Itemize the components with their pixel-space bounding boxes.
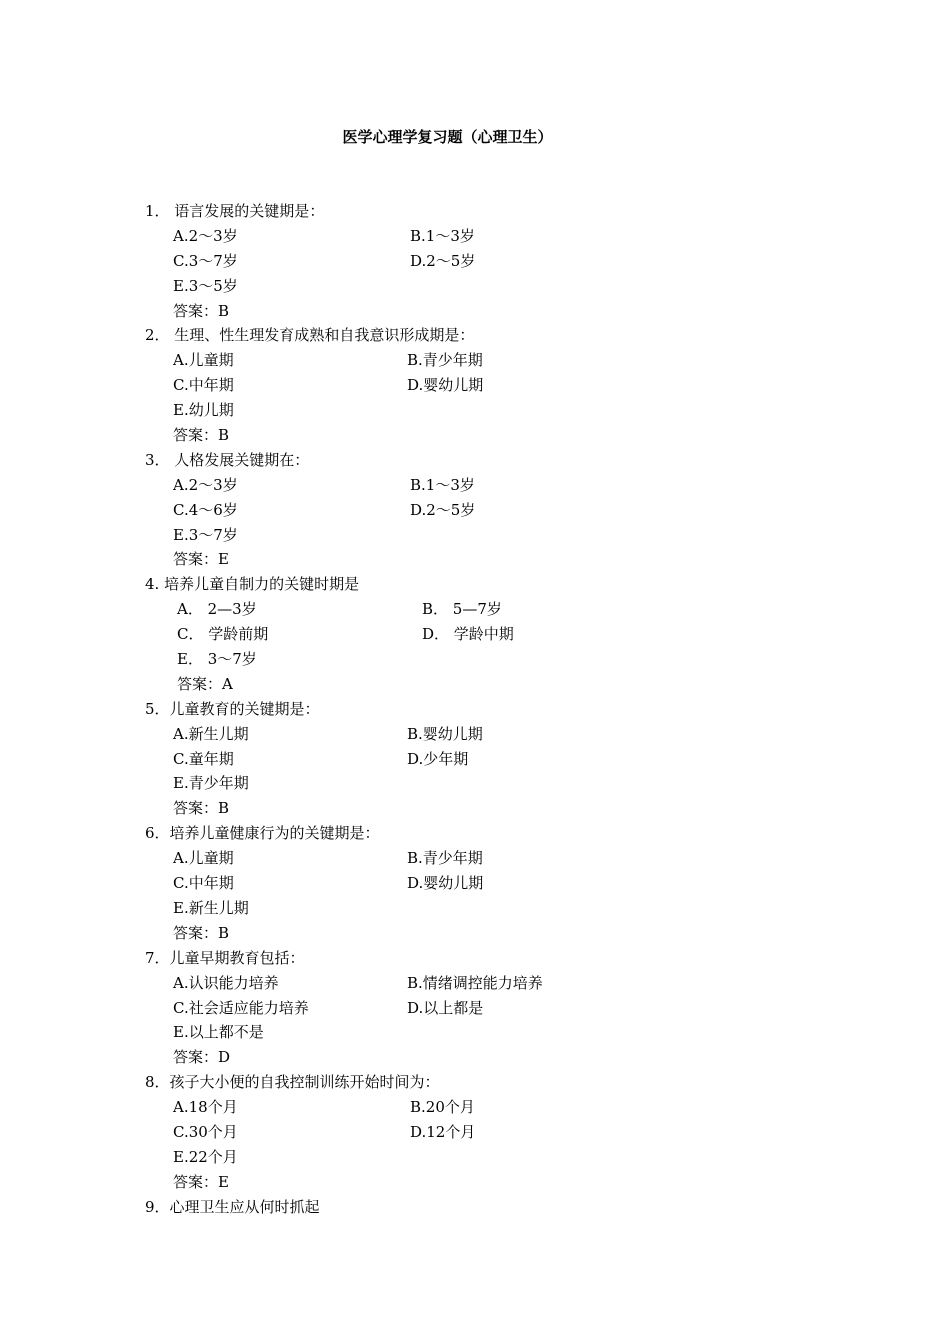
option-a: A.儿童期 <box>173 849 234 868</box>
option-c: C.中年期 <box>173 874 234 893</box>
question-6 <box>145 821 805 945</box>
option-b: B． 5—7岁 <box>422 600 502 619</box>
option-a: A.认识能力培养 <box>173 973 279 992</box>
answer-line: 答案：A <box>177 674 233 693</box>
option-e: E． 3～7岁 <box>177 650 257 669</box>
option-c: C.30个月 <box>173 1122 238 1141</box>
option-row <box>145 971 805 996</box>
option-row <box>145 871 805 896</box>
answer-line: 答案：D <box>173 1048 231 1067</box>
option-row <box>145 846 805 871</box>
option-row <box>145 398 805 423</box>
question-5 <box>145 697 805 821</box>
question-stem: 7．儿童早期教育包括： <box>145 948 305 967</box>
question-4 <box>145 572 805 696</box>
option-b: B.20个月 <box>410 1098 475 1117</box>
option-row <box>145 224 805 249</box>
option-row <box>145 1020 805 1045</box>
option-c: C.童年期 <box>173 749 234 768</box>
option-a: A.儿童期 <box>173 351 234 370</box>
option-row <box>145 597 805 622</box>
option-row <box>145 348 805 373</box>
option-a: A.2～3岁 <box>173 226 238 245</box>
option-b: B.婴幼儿期 <box>407 724 483 743</box>
option-a: A.2～3岁 <box>173 475 238 494</box>
option-c: C.社会适应能力培养 <box>173 998 309 1017</box>
option-row <box>145 373 805 398</box>
option-d: D.12个月 <box>410 1122 476 1141</box>
option-e: E.以上都不是 <box>173 1023 264 1042</box>
option-b: B.1～3岁 <box>410 475 475 494</box>
question-stem: 6．培养儿童健康行为的关键期是： <box>145 824 380 843</box>
option-c: C.3～7岁 <box>173 251 238 270</box>
option-row <box>145 498 805 523</box>
option-e: E.幼儿期 <box>173 401 234 420</box>
option-b: B.1～3岁 <box>410 226 475 245</box>
answer-line: 答案：E <box>173 550 229 569</box>
option-a: A.新生儿期 <box>173 724 249 743</box>
question-stem: 4. 培养儿童自制力的关键时期是 <box>145 575 360 594</box>
answer-line: 答案：B <box>173 799 230 818</box>
question-stem: 5．儿童教育的关键期是： <box>145 699 320 718</box>
option-row <box>145 747 805 772</box>
question-list <box>145 199 805 1220</box>
option-a: A． 2—3岁 <box>177 600 257 619</box>
option-e: E.3～7岁 <box>173 525 238 544</box>
option-row <box>145 722 805 747</box>
question-stem: 2． 生理、性生理发育成熟和自我意识形成期是： <box>145 326 475 345</box>
option-d: D.少年期 <box>407 749 469 768</box>
option-b: B.情绪调控能力培养 <box>407 973 543 992</box>
option-c: C.4～6岁 <box>173 500 238 519</box>
option-b: B.青少年期 <box>407 351 483 370</box>
option-d: D.2～5岁 <box>410 500 476 519</box>
question-stem: 8．孩子大小便的自我控制训练开始时间为： <box>145 1073 440 1092</box>
option-row <box>145 1145 805 1170</box>
option-e: E.新生儿期 <box>173 898 249 917</box>
question-stem: 1． 语言发展的关键期是： <box>145 202 325 220</box>
question-8 <box>145 1070 805 1194</box>
option-b: B.青少年期 <box>407 849 483 868</box>
question-7 <box>145 946 805 1070</box>
option-c: C． 学龄前期 <box>177 625 269 644</box>
option-row <box>145 771 805 796</box>
option-row <box>145 1095 805 1120</box>
answer-line: 答案：B <box>173 923 230 942</box>
option-e: E.22个月 <box>173 1147 238 1166</box>
option-row <box>145 1120 805 1145</box>
question-1 <box>145 199 805 323</box>
option-d: D.婴幼儿期 <box>407 376 484 395</box>
question-stem: 9．心理卫生应从何时抓起 <box>145 1197 320 1216</box>
option-row <box>145 996 805 1021</box>
option-row <box>145 473 805 498</box>
option-d: D.以上都是 <box>407 998 484 1017</box>
question-9 <box>145 1195 805 1220</box>
option-a: A.18个月 <box>173 1098 238 1117</box>
option-d: D． 学龄中期 <box>422 625 514 644</box>
option-d: D.婴幼儿期 <box>407 874 484 893</box>
option-row <box>145 523 805 548</box>
option-row <box>145 274 805 299</box>
option-d: D.2～5岁 <box>410 251 476 270</box>
option-c: C.中年期 <box>173 376 234 395</box>
document-title: 医学心理学复习题（心理卫生） <box>342 128 553 146</box>
option-row <box>145 622 805 647</box>
answer-line: 答案：B <box>173 301 230 320</box>
option-e: E.青少年期 <box>173 774 249 793</box>
question-2 <box>145 323 805 447</box>
question-stem: 3． 人格发展关键期在： <box>145 450 310 469</box>
answer-line: 答案：B <box>173 426 230 445</box>
option-e: E.3～5岁 <box>173 276 238 295</box>
question-3 <box>145 448 805 572</box>
option-row <box>145 896 805 921</box>
answer-line: 答案：E <box>173 1172 229 1191</box>
option-row <box>145 249 805 274</box>
option-row <box>145 647 805 672</box>
